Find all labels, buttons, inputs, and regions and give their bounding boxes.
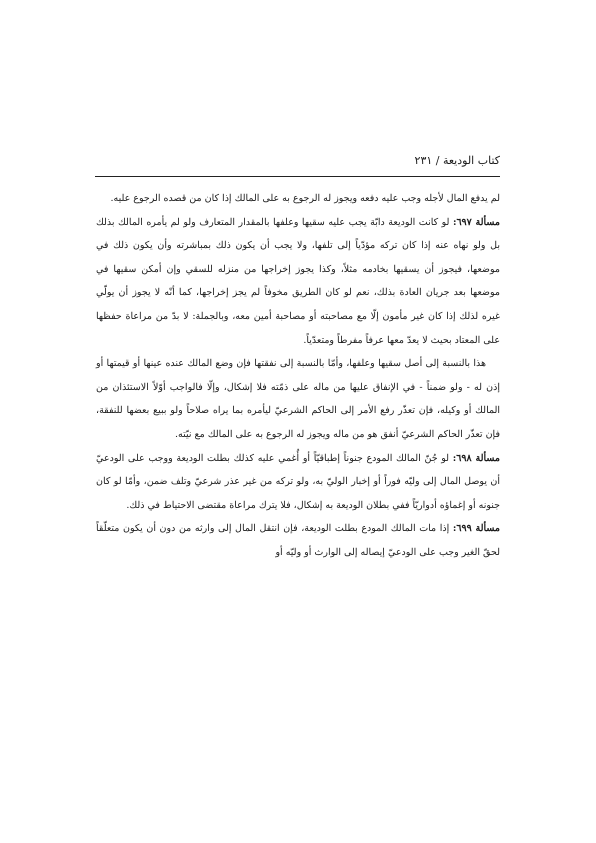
- paragraph: [96, 187, 500, 211]
- paragraph-text: هذا بالنسبة إلى أصل سقيها وعلفها، وأمّا بالنسبة إلى نفقتها فإن وضع المالك عنده عينها أو قيمتها أو إذن له - ولو ضمناً - في الإنفاق عليها من ماله على ذمّته فلا إشكال، وإلّا فالواجب أوّلاً الاستئذان من المالك أو وكيله، فإن تعذّر رفع الأمر إلى الحاكم الشرعيّ ليأمره بما يراه صلاحاً ولو ببيع بعضها للنفقة، فإن تعذّر الحاكم الشرعيّ أنفق هو من ماله ويجوز له الرجوع به على المالك مع نيّته.: [96, 358, 500, 440]
- masala-label: مسألة ٦٩٩:: [452, 523, 500, 535]
- paragraph-masala-698: [96, 447, 500, 518]
- paragraph: [96, 352, 500, 446]
- paragraph-masala-697: [96, 211, 500, 353]
- masala-label: مسألة ٦٩٨:: [452, 452, 500, 464]
- masala-label: مسألة ٦٩٧:: [452, 216, 500, 228]
- paragraph-masala-699: [96, 517, 500, 564]
- header-rule: [95, 176, 500, 177]
- body-text: [96, 187, 500, 565]
- running-header: كتاب الوديعة / ٢٣١: [414, 154, 500, 167]
- paragraph-text: لو جُنّ المالك المودع جنوناً إطباقيّاً أو أُغمي عليه كذلك بطلت الوديعة ووجب على الودعيّ أن يوصل المال إلى وليّه فوراً أو إخبار الوليّ به، ولو تركه من غير عذر شرعيّ وتلف ضمن، وأمّا لو كان جنونه أو إغماؤه أدواريّاً ففي بطلان الوديعة به إشكال، فلا يترك مراعاة مقتضى الاحتياط في ذلك.: [96, 452, 500, 511]
- paragraph-text: لو كانت الوديعة دابّة يجب عليه سقيها وعلفها بالمقدار المتعارف ولو لم يأمره المالك بذلك بل ولو نهاه عنه إذا كان تركه مؤدّياً إلى تلفها، ولا يجب أن يكون ذلك بمباشرته وأن يكون ذلك في موضعها، فيجوز أن يسقيها بخادمه مثلاً، وكذا يجوز إخراجها من منزله للسقي وإن أمكن سقيها في موضعها بعد جريان العادة بذلك، نعم لو كان الطريق مخوفاً لم يجز إخراجها، كما أنّه لا يجوز أن يولّي غيره لذلك إذا كان غير مأمون إلّا مع مصاحبته أو مصاحبة أمين معه، وبالجملة: لا بدّ من مراعاة حفظها على المعتاد بحيث لا يعدّ معها عرفاً مفرطاً ومتعدّياً.: [96, 216, 500, 346]
- paragraph-text: لم يدفع المال لأجله وجب عليه دفعه ويجوز له الرجوع به على المالك إذا كان من قصده الرجوع عليه.: [110, 193, 500, 204]
- paragraph-text: إذا مات المالك المودع بطلت الوديعة، فإن انتقل المال إلى وارثه من دون أن يكون متعلّقاً لحقّ الغير وجب على الودعيّ إيصاله إلى الوارث أو وليّه أو: [96, 523, 500, 558]
